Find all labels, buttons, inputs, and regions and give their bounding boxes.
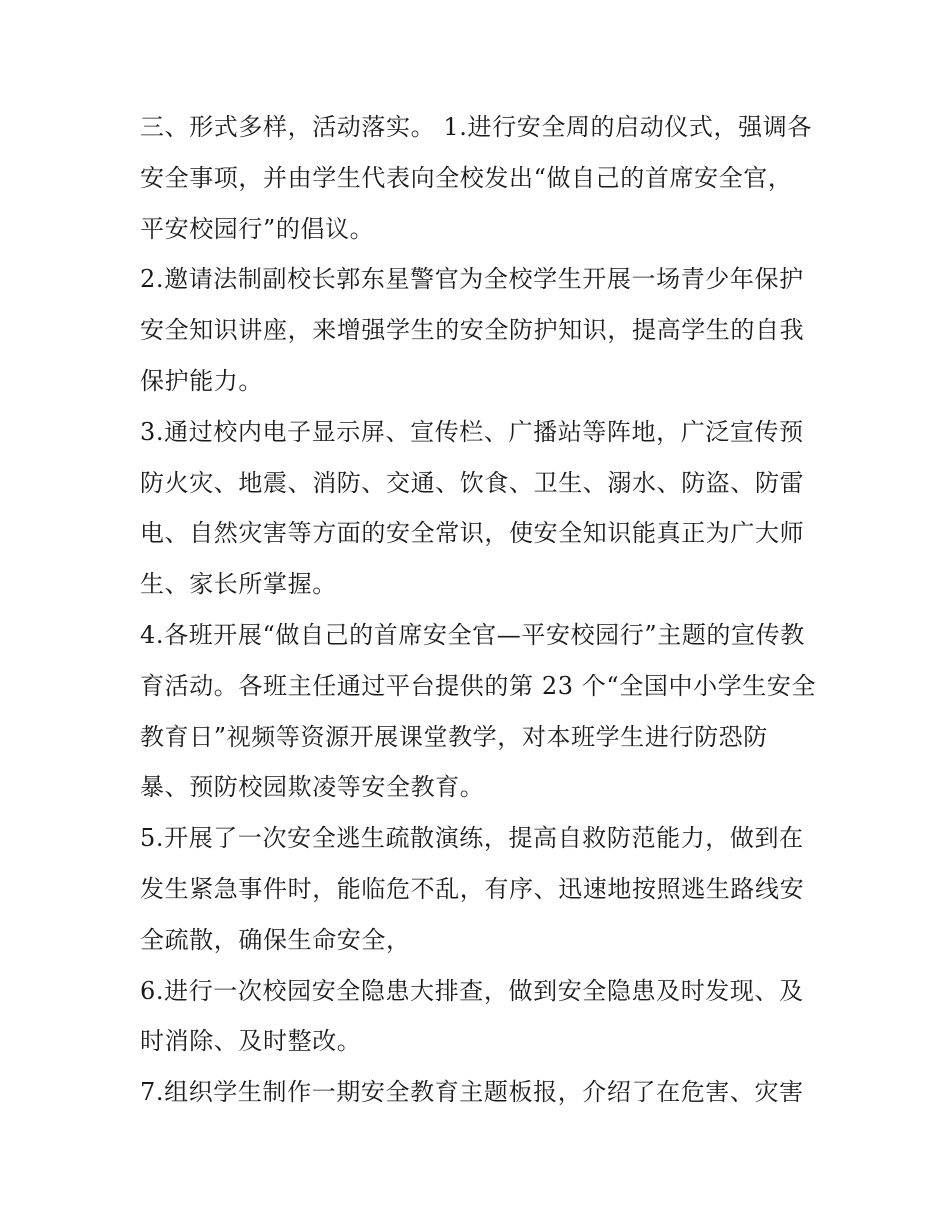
text-line: 发生紧急事件时，能临危不乱，有序、迅速地按照逃生路线安 — [140, 874, 805, 903]
paragraph-item-2 — [140, 254, 820, 406]
paragraph-activities-intro — [140, 102, 820, 254]
text-line: 全疏散，确保生命安全， — [140, 925, 411, 954]
document-body — [140, 102, 820, 1118]
text-line: 育活动。各班主任通过平台提供的第 23 个“全国中小学生安全 — [140, 671, 817, 700]
text-line: 暴、预防校园欺凌等安全教育。 — [140, 773, 485, 802]
text-line: 三、形式多样，活动落实。 1.进行安全周的启动仪式，强调各 — [140, 113, 812, 141]
text-line: 安全事项，并由学生代表向全校发出“做自己的首席安全官， — [140, 163, 793, 192]
paragraph-item-5 — [140, 813, 820, 965]
paragraph-item-4 — [140, 610, 820, 813]
text-line: 平安校园行”的倡议。 — [140, 214, 375, 243]
text-line: 7.组织学生制作一期安全教育主题板报，介绍了在危害、灾害 — [140, 1078, 804, 1107]
text-line: 5.开展了一次安全逃生疏散演练，提高自救防范能力，做到在 — [140, 824, 804, 853]
text-line: 教育日”视频等资源开展课堂教学，对本班学生进行防恐防 — [140, 722, 768, 751]
paragraph-item-3 — [140, 407, 820, 610]
text-line: 电、自然灾害等方面的安全常识，使安全知识能真正为广大师 — [140, 519, 805, 548]
text-line: 6.进行一次校园安全隐患大排查，做到安全隐患及时发现、及 — [140, 976, 804, 1005]
text-line: 生、家长所掌握。 — [140, 570, 337, 599]
text-line: 3.通过校内电子显示屏、宣传栏、广播站等阵地，广泛宣传预 — [140, 417, 804, 446]
text-line: 防火灾、地震、消防、交通、饮食、卫生、溺水、防盗、防雷 — [140, 468, 805, 497]
paragraph-item-6 — [140, 966, 820, 1068]
text-line: 4.各班开展“做自己的首席安全官—平安校园行”主题的宣传教 — [140, 620, 805, 649]
text-line: 安全知识讲座，来增强学生的安全防护知识，提高学生的自我 — [140, 316, 805, 345]
text-line: 保护能力。 — [140, 366, 263, 395]
text-line: 时消除、及时整改。 — [140, 1027, 362, 1056]
text-line: 2.邀请法制副校长郭东星警官为全校学生开展一场青少年保护 — [140, 265, 804, 294]
paragraph-item-7 — [140, 1067, 820, 1118]
